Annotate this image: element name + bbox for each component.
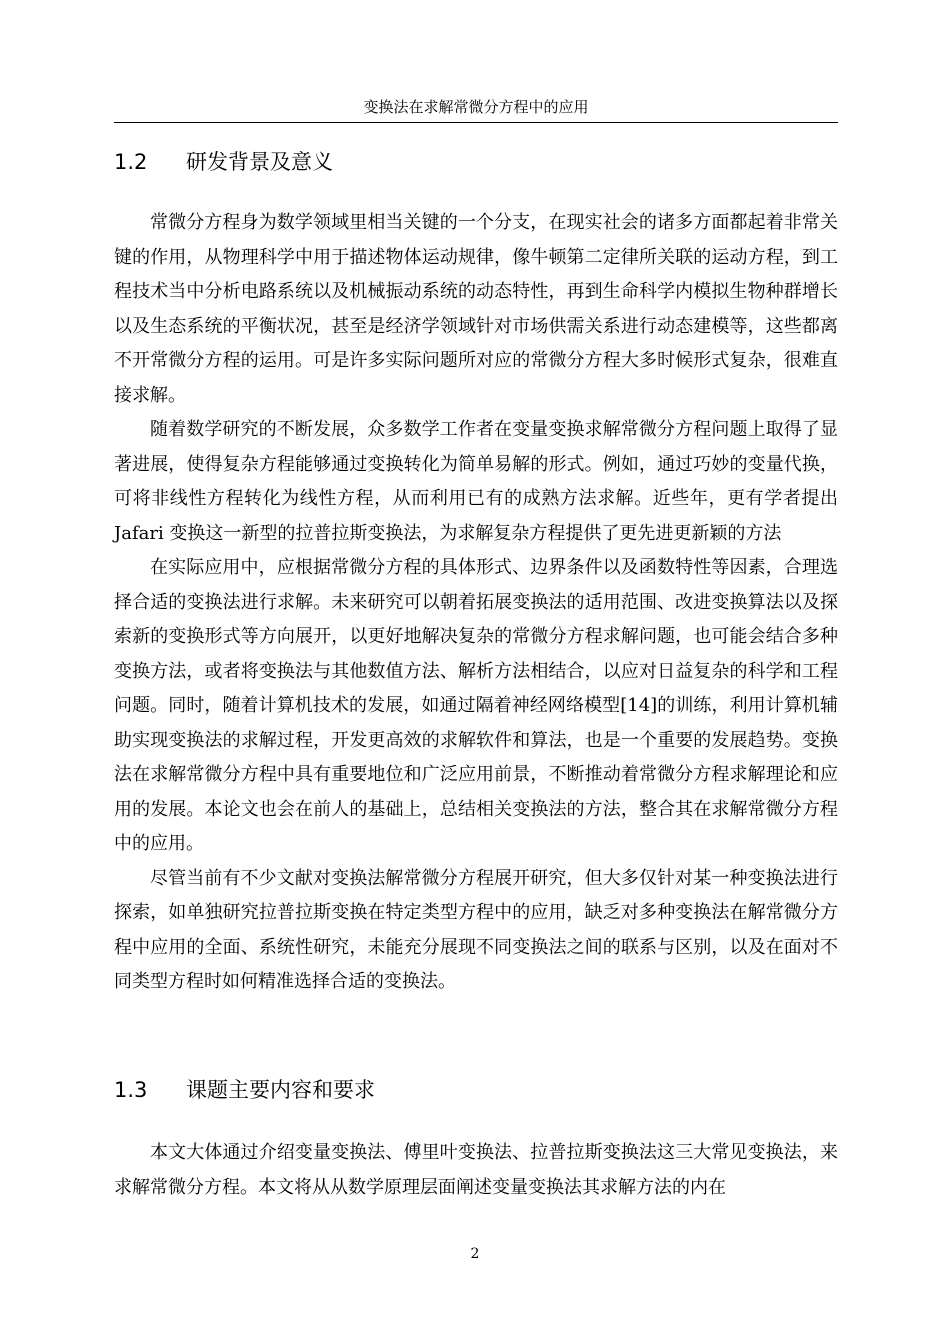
running-header [114,96,838,123]
section-1-3-body [114,1136,838,1205]
section-title: 研发背景及意义 [186,150,333,174]
section-heading-1-3 [114,1076,375,1104]
paragraph: 本文大体通过介绍变量变换法、傅里叶变换法、拉普拉斯变换法这三大常见变换法，来求解常微分方程。本文将从从数学原理层面阐述变量变换法其求解方法的内在 [114,1142,838,1198]
section-heading-1-2 [114,148,333,176]
section-1-2-body [114,206,838,1000]
section-title: 课题主要内容和要求 [186,1078,375,1102]
paragraph: 随着数学研究的不断发展，众多数学工作者在变量变换求解常微分方程问题上取得了显著进展，使得复杂方程能够通过变换转化为简单易解的形式。例如，通过巧妙的变量代换，可将非线性方程转化为线性方程，从而利用已有的成熟方法求解。近些年，更有学者提出 Jafari 变换这一新型的拉普拉斯变换法，为求解复杂方程提供了更先进更新颖的方法 [114,419,838,544]
section-number: 1.2 [114,150,148,174]
paragraph: 常微分方程身为数学领域里相当关键的一个分支，在现实社会的诸多方面都起着非常关键的作用，从物理科学中用于描述物体运动规律，像牛顿第二定律所关联的运动方程，到工程技术当中分析电路系统以及机械振动系统的动态特性，再到生命科学内模拟生物种群增长以及生态系统的平衡状况，甚至是经济学领域针对市场供需关系进行动态建模等，这些都离不开常微分方程的运用。可是许多实际问题所对应的常微分方程大多时候形式复杂，很难直接求解。 [114,212,838,406]
running-header-title: 变换法在求解常微分方程中的应用 [363,98,589,116]
section-number: 1.3 [114,1078,148,1102]
page-number: 2 [470,1246,480,1262]
paragraph: 在实际应用中，应根据常微分方程的具体形式、边界条件以及函数特性等因素，合理选择合适的变换法进行求解。未来研究可以朝着拓展变换法的适用范围、改进变换算法以及探索新的变换形式等方向展开，以更好地解决复杂的常微分方程求解问题，也可能会结合多种变换方法，或者将变换法与其他数值方法、解析方法相结合，以应对日益复杂的科学和工程问题。同时，随着计算机技术的发展，如通过隔着神经网络模型[14]的训练，利用计算机辅助实现变换法的求解过程，开发更高效的求解软件和算法，也是一个重要的发展趋势。变换法在求解常微分方程中具有重要地位和广泛应用前景，不断推动着常微分方程求解理论和应用的发展。本论文也会在前人的基础上，总结相关变换法的方法，整合其在求解常微分方程中的应用。 [114,557,838,854]
paragraph: 尽管当前有不少文献对变换法解常微分方程展开研究，但大多仅针对某一种变换法进行探索，如单独研究拉普拉斯变换在特定类型方程中的应用，缺乏对多种变换法在解常微分方程中应用的全面、系统性研究，未能充分展现不同变换法之间的联系与区别，以及在面对不同类型方程时如何精准选择合适的变换法。 [114,867,838,992]
